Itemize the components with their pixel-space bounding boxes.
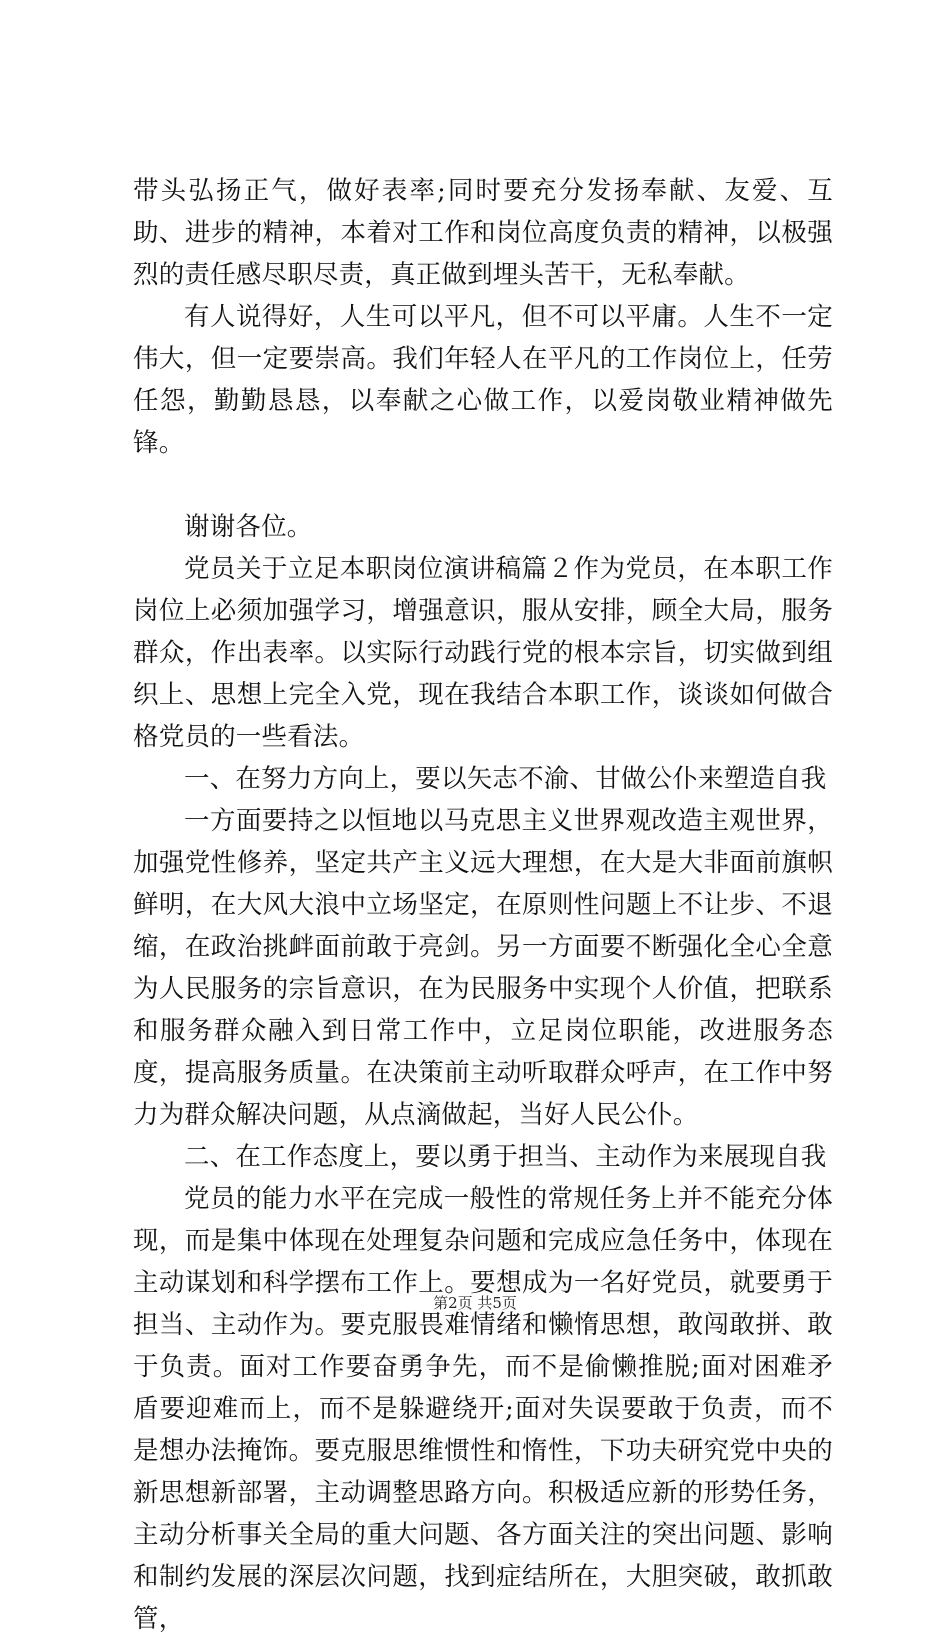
paragraph-speech-intro: 党员关于立足本职岗位演讲稿篇２作为党员，在本职工作岗位上必须加强学习，增强意识，服从安排，顾全大局，服务群众，作出表率。以实际行动践行党的根本宗旨，切实做到组织上、思想上完全入党，现在我结合本职工作，谈谈如何做合格党员的一些看法。 — [133, 554, 833, 752]
section-heading-one: 一、在努力方向上，要以矢志不渝、甘做公仆来塑造自我 — [184, 764, 827, 794]
paragraph-gap — [133, 464, 833, 506]
paragraph-continuation: 带头弘扬正气，做好表率;同时要充分发扬奉献、友爱、互助、进步的精神，本着对工作和岗位高度负责的精神，以极强烈的责任感尽职尽责，真正做到埋头苦干，无私奉献。 — [133, 176, 833, 290]
page-number-footer: 第2页 共5页 — [433, 1294, 517, 1312]
section-heading-two: 二、在工作态度上，要以勇于担当、主动作为来展现自我 — [184, 1142, 827, 1172]
document-body — [133, 170, 833, 1640]
paragraph-thanks: 谢谢各位。 — [184, 512, 313, 542]
paragraph-section-two: 党员的能力水平在完成一般性的常规任务上并不能充分体现，而是集中体现在处理复杂问题和完成应急任务中，体现在主动谋划和科学摆布工作上。要想成为一名好党员，就要勇于担当、主动作为。要克服畏难情绪和懒惰思想，敢闯敢拼、敢于负责。面对工作要奋勇争先，而不是偷懒推脱;面对困难矛盾要迎难而上，而不是躲避绕开;面对失误要敢于负责，而不是想办法掩饰。要克服思维惯性和惰性，下功夫研究党中央的新思想新部署，主动调整思路方向。积极适应新的形势任务，主动分析事关全局的重大问题、各方面关注的突出问题、影响和制约发展的深层次问题，找到症结所在，大胆突破，敢抓敢管， — [133, 1184, 833, 1634]
paragraph-section-one: 一方面要持之以恒地以马克思主义世界观改造主观世界，加强党性修养，坚定共产主义远大理想，在大是大非面前旗帜鲜明，在大风大浪中立场坚定，在原则性问题上不让步、不退缩，在政治挑衅面前敢于亮剑。另一方面要不断强化全心全意为人民服务的宗旨意识，在为民服务中实现个人价值，把联系和服务群众融入到日常工作中，立足岗位职能，改进服务态度，提高服务质量。在决策前主动听取群众呼声，在工作中努力为群众解决问题，从点滴做起，当好人民公仆。 — [133, 806, 833, 1130]
paragraph-ordinary-life: 有人说得好，人生可以平凡，但不可以平庸。人生不一定伟大，但一定要崇高。我们年轻人在平凡的工作岗位上，任劳任怨，勤勤恳恳，以奉献之心做工作，以爱岗敬业精神做先锋。 — [133, 302, 833, 458]
